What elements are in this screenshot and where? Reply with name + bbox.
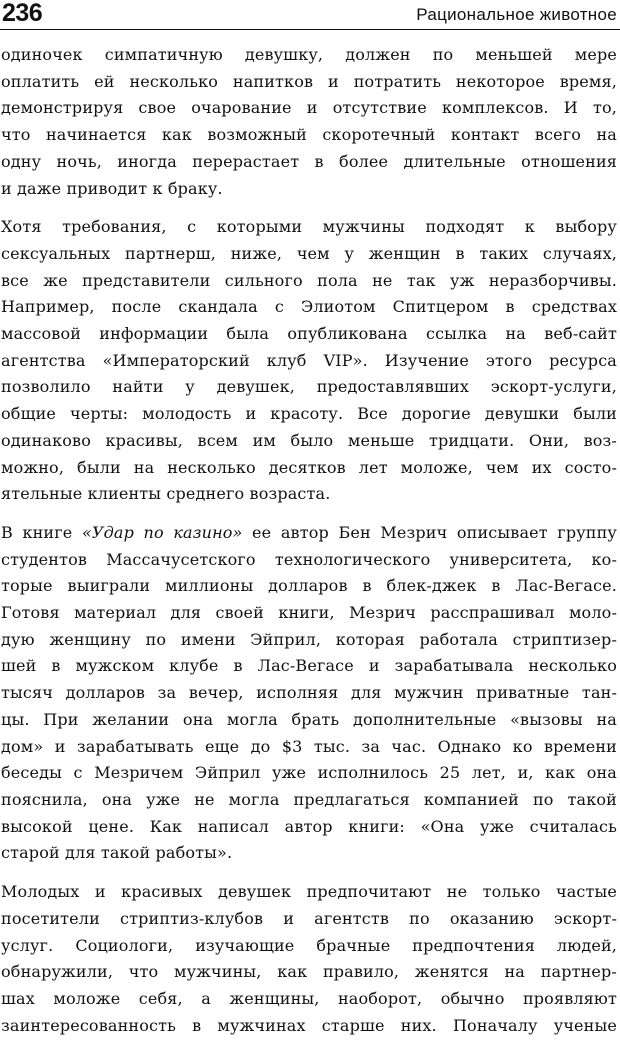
- paragraph-3: [1, 520, 617, 867]
- paragraph-4: [1, 879, 617, 1039]
- text-line: все же представители сильного пола не так уж неразборчивы.: [1, 270, 617, 290]
- text-line: услуг. Социологи, изучающие брачные предпочтения людей,: [1, 935, 617, 955]
- text-line: Например, после скандала с Элиотом Спитцером в средствах: [1, 297, 617, 317]
- text-line: шей в мужском клубе в Лас-Вегасе и зарабатывала несколько: [1, 656, 617, 676]
- text-line: цы. При желании она могла брать дополнительные «вызовы на: [1, 709, 617, 729]
- text-line: дом» и зарабатывать еще до $3 тыс. за час. Однако ко времени: [1, 736, 617, 756]
- text-line: одинаково красивы, всем им было меньше тридцати. Они, воз-: [1, 430, 617, 450]
- page-number: 236: [2, 0, 43, 27]
- text-line: Молодых и красивых девушек предпочитают не только частые: [1, 882, 617, 902]
- text-line: посетители стриптиз-клубов и агентств по оказанию эскорт-: [1, 908, 617, 928]
- text-line: позволило найти у девушек, предоставлявших эскорт-услуги,: [1, 377, 617, 397]
- text-line: дую женщину по имени Эйприл, которая работала стриптизер-: [1, 629, 617, 649]
- text-line: и даже приводит к браку.: [1, 178, 223, 198]
- body-text: [1, 42, 617, 1051]
- text-line: массовой информации была опубликована ссылка на веб-сайт: [1, 324, 617, 344]
- text-line: демонстрируя свое очарование и отсутствие комплексов. И то,: [1, 98, 617, 118]
- text-line: пояснила, она уже не могла предлагаться компанией по такой: [1, 789, 617, 809]
- book-title-italic: «Удар по казино»: [81, 522, 243, 542]
- paragraph-1: [1, 42, 617, 202]
- text-line: оплатить ей несколько напитков и потратить некоторое время,: [1, 71, 617, 91]
- text-line: что начинается как возможный скоротечный контакт всего на: [1, 125, 617, 145]
- text-line: высокой цене. Как написал автор книги: «Она уже считалась: [1, 816, 617, 836]
- text-line: заинтересованность в мужчинах старше них. Поначалу ученые: [1, 1015, 617, 1035]
- text-line: студентов Массачусетского технологического университета, ко-: [1, 549, 617, 569]
- text-line: сексуальных партнерш, ниже, чем у женщин в таких случаях,: [1, 243, 617, 263]
- text-line: беседы с Мезричем Эйприл уже исполнилось 25 лет, и, как она: [1, 763, 617, 783]
- text-run: В книге: [1, 522, 82, 542]
- text-line: обнаружили, что мужчины, как правило, женятся на партнер-: [1, 962, 617, 982]
- text-line: шах моложе себя, а женщины, наоборот, обычно проявляют: [1, 988, 617, 1008]
- text-line: ятельные клиенты среднего возраста.: [1, 484, 331, 504]
- text-line: [1, 520, 617, 547]
- running-header: [0, 0, 620, 30]
- text-line: агентства «Императорский клуб VIP». Изучение этого ресурса: [1, 350, 617, 370]
- text-line: тысяч долларов за вечер, исполняя для мужчин приватные тан-: [1, 683, 617, 703]
- text-line: одиночек симпатичную девушку, должен по меньшей мере: [1, 45, 617, 64]
- text-run: ее автор Бен Мезрич описывает группу: [242, 522, 617, 542]
- text-line: Хотя требования, с которыми мужчины подходят к выбору: [1, 217, 617, 237]
- text-line: торые выиграли миллионы долларов в блек-джек в Лас-Вегасе.: [1, 576, 617, 596]
- paragraph-2: [1, 214, 617, 508]
- text-line: общие черты: молодость и красоту. Все дорогие девушки были: [1, 404, 617, 424]
- text-line: одну ночь, иногда перерастает в более длительные отношения: [1, 151, 617, 171]
- book-title: Рациональное животное: [416, 5, 617, 24]
- text-line: Готовя материал для своей книги, Мезрич расспрашивал моло-: [1, 603, 617, 623]
- text-line: старой для такой работы».: [1, 843, 233, 863]
- text-line: можно, были на несколько десятков лет моложе, чем их состо-: [1, 457, 617, 477]
